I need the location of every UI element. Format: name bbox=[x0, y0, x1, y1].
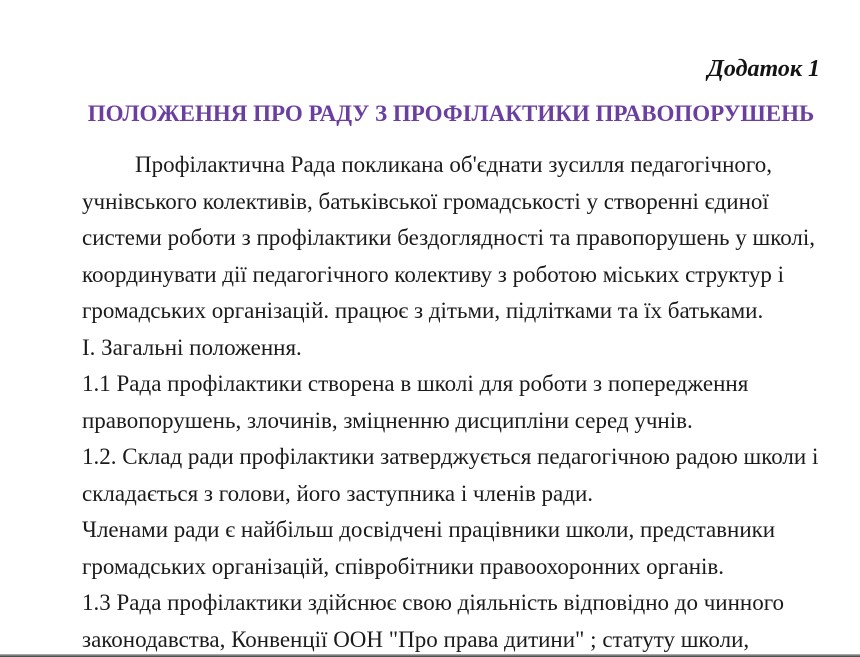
document-body bbox=[0, 147, 860, 657]
text-line: Профілактична Рада покликана об'єднати зусилля педагогічного, bbox=[135, 152, 773, 177]
text-line: правопорушень, злочинів, зміцненню дисципліни серед учнів. bbox=[82, 407, 693, 433]
text-line: складається з голови, його заступника і членів ради. bbox=[82, 480, 594, 506]
text-line: учнівського колективів, батьківської громадськості у створенні єдиної bbox=[82, 188, 769, 214]
text-line: координувати дії педагогічного колективу з роботою міських структур і bbox=[82, 261, 785, 287]
document-title: ПОЛОЖЕННЯ ПРО РАДУ З ПРОФІЛАКТИКИ ПРАВОПОРУШЕНЬ bbox=[87, 101, 815, 126]
text-line: громадських організацій. працює з дітьми, підлітками та їх батьками. bbox=[82, 298, 764, 323]
text-line: 1.1 Рада профілактики створена в школі для роботи з попередження bbox=[82, 371, 749, 396]
section-heading-line: І. Загальні положення. bbox=[82, 334, 302, 360]
text-line: 1.2. Склад ради профілактики затверджується педагогічною радою школи і bbox=[82, 444, 819, 469]
appendix-label: Додаток 1 bbox=[707, 56, 820, 82]
text-line: системи роботи з профілактики бездоглядності та правопорушень у школі, bbox=[82, 225, 816, 250]
text-line: 1.3 Рада профілактики здійснює свою діяльність відповідно до чинного bbox=[82, 590, 785, 615]
text-line: громадських організацій, співробітники правоохоронних органів. bbox=[82, 553, 725, 579]
text-line: законодавства, Конвенції ООН "Про права дитини" ; статуту школи, bbox=[82, 626, 750, 652]
text-line: Членами ради є найбільш досвідчені працівники школи, представники bbox=[82, 517, 776, 542]
